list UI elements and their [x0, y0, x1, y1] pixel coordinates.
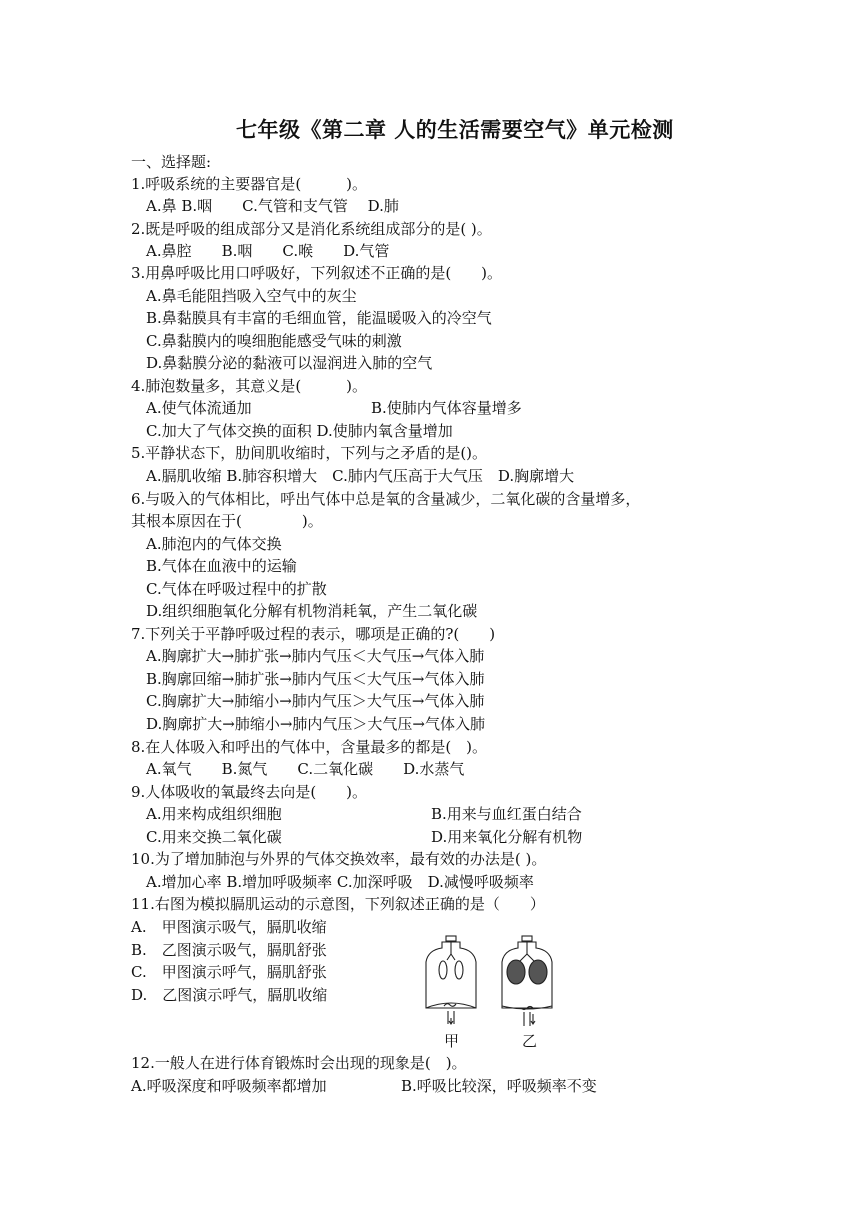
question-12-option-b: B.呼吸比较深，呼吸频率不变 — [401, 1077, 597, 1095]
question-6-option-c: C.气体在呼吸过程中的扩散 — [146, 580, 327, 598]
question-6-option-a: A.肺泡内的气体交换 — [146, 535, 282, 553]
question-12-option-a: A.呼吸深度和呼吸频率都增加 — [131, 1077, 327, 1095]
section-heading: 一、选择题: — [131, 153, 212, 171]
question-4-option-a: A.使气体流通加 — [146, 399, 252, 417]
question-6-stem: 6.与吸入的气体相比，呼出气体中总是氧的含量减少，二氧化碳的含量增多， — [131, 490, 641, 508]
question-3-option-a: A.鼻毛能阻挡吸入空气中的灰尘 — [146, 287, 357, 305]
diaphragm-model-illustration — [420, 934, 570, 1054]
question-7-option-d: D.胸廓扩大→肺缩小→肺内气压＞大气压→气体入肺 — [146, 715, 485, 733]
question-7-option-c: C.胸廓扩大→肺缩小→肺内气压＞大气压→气体入肺 — [146, 692, 485, 710]
question-8-stem: 8.在人体吸入和呼出的气体中，含量最多的都是( )。 — [131, 738, 488, 756]
question-5-stem: 5.平静状态下，肋间肌收缩时，下列与之矛盾的是()。 — [131, 444, 488, 462]
question-12-stem: 12.一般人在进行体育锻炼时会出现的现象是( )。 — [131, 1054, 467, 1072]
question-7-option-b: B.胸廓回缩→肺扩张→肺内气压＜大气压→气体入肺 — [146, 670, 485, 688]
question-4-stem: 4.肺泡数量多，其意义是( )。 — [131, 377, 368, 395]
question-3-option-d: D.鼻黏膜分泌的黏液可以湿润进入肺的空气 — [146, 354, 433, 372]
question-3-option-c: C.鼻黏膜内的嗅细胞能感受气味的刺激 — [146, 332, 402, 350]
question-4-options-cd: C.加大了气体交换的面积 D.使肺内氧含量增加 — [146, 422, 453, 440]
question-9-option-b: B.用来与血红蛋白结合 — [431, 805, 582, 823]
question-1-options: A.鼻 B.咽 C.气管和支气管 D.肺 — [146, 197, 399, 215]
question-9-option-c: C.用来交换二氧化碳 — [146, 828, 282, 846]
question-8-options: A.氧气 B.氮气 C.二氧化碳 D.水蒸气 — [146, 760, 465, 778]
question-9-option-a: A.用来构成组织细胞 — [146, 805, 282, 823]
question-3-option-b: B.鼻黏膜具有丰富的毛细血管，能温暖吸入的冷空气 — [146, 309, 492, 327]
question-7-stem: 7.下列关于平静呼吸过程的表示，哪项是正确的?( ) — [131, 625, 496, 643]
question-1-stem: 1.呼吸系统的主要器官是( )。 — [131, 175, 368, 193]
question-10-stem: 10.为了增加肺泡与外界的气体交换效率，最有效的办法是( )。 — [131, 850, 547, 868]
question-6-option-b: B.气体在血液中的运输 — [146, 557, 297, 575]
jar-jia — [426, 936, 476, 1024]
question-2-options: A.鼻腔 B.咽 C.喉 D.气管 — [146, 242, 390, 260]
figure-label-jia: 甲 — [444, 1032, 460, 1050]
question-7-option-a: A.胸廓扩大→肺扩张→肺内气压＜大气压→气体入肺 — [146, 647, 485, 665]
question-10-options: A.增加心率 B.增加呼吸频率 C.加深呼吸 D.减慢呼吸频率 — [146, 873, 534, 891]
figure-label-yi: 乙 — [522, 1032, 538, 1050]
question-5-options: A.膈肌收缩 B.肺容积增大 C.肺内气压高于大气压 D.胸廓增大 — [146, 467, 575, 485]
question-4-option-b: B.使肺内气体容量增多 — [371, 399, 522, 417]
question-11-option-b: B. 乙图演示吸气，膈肌舒张 — [131, 941, 327, 959]
diaphragm-model-figure — [420, 934, 570, 1054]
question-9-option-d: D.用来氧化分解有机物 — [431, 828, 583, 846]
question-9-stem: 9.人体吸收的氧最终去向是( )。 — [131, 783, 368, 801]
question-3-stem: 3.用鼻呼吸比用口呼吸好，下列叙述不正确的是( )。 — [131, 264, 503, 282]
question-11-option-d: D. 乙图演示呼气，膈肌收缩 — [131, 986, 328, 1004]
question-6-stem-cont: 其根本原因在于( )。 — [131, 512, 323, 530]
page-title: 七年级《第二章 人的生活需要空气》单元检测 — [236, 117, 674, 142]
jar-yi — [502, 936, 552, 1026]
question-11-option-c: C. 甲图演示呼气，膈肌舒张 — [131, 963, 327, 981]
question-2-stem: 2.既是呼吸的组成部分又是消化系统组成部分的是( )。 — [131, 220, 492, 238]
question-11-option-a: A. 甲图演示吸气，膈肌收缩 — [131, 918, 327, 936]
question-6-option-d: D.组织细胞氧化分解有机物消耗氧，产生二氧化碳 — [146, 602, 478, 620]
question-11-stem: 11.右图为模拟膈肌运动的示意图，下列叙述正确的是（ ） — [131, 895, 545, 913]
